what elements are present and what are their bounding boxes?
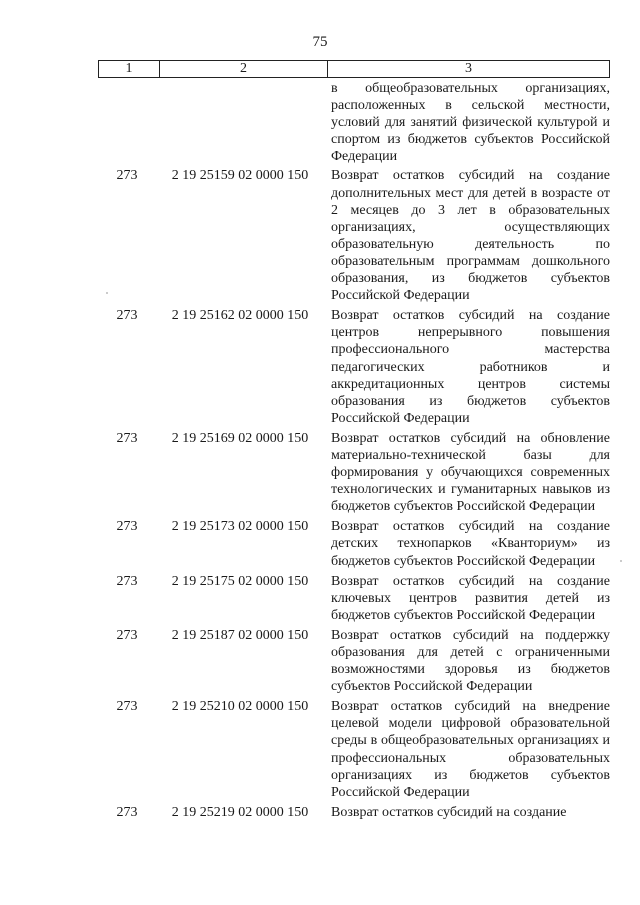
row-code: 273 [116,308,138,324]
header-col-2: 2 [240,61,247,76]
row-code: 273 [116,627,138,643]
table-row [0,167,640,304]
row-code: 273 [116,804,138,820]
row-kbk: 2 19 25175 02 0000 150 [171,573,309,589]
row-kbk: 2 19 25159 02 0000 150 [171,168,309,184]
row-description: Возврат остатков субсидий на создание дополнительных мест для детей в возрасте от 2 месяцев до 3 лет в образовательных организациях, осуществляющих образовательную деятельность по образовательным программам дошкольного образования, из бюджетов субъектов Российской Федерации [331,168,610,304]
row-code: 273 [116,699,138,715]
table-row [0,627,640,695]
row-kbk: 2 19 25173 02 0000 150 [171,519,309,535]
row-code: 273 [116,573,138,589]
row-description: Возврат остатков субсидий на обновление материально-технической базы для формирования у обучающихся современных технологических и гуманитарных навыков из бюджетов субъектов Российской Федерации [331,430,610,515]
row-kbk: 2 19 25187 02 0000 150 [171,627,309,643]
table-header [98,60,610,78]
table-row [0,430,640,515]
row-description: Возврат остатков субсидий на создание центров непрерывного повышения профессионального мастерства педагогических работников и аккредитационных центров системы образования из бюджетов субъектов Российской Федерации [331,308,610,426]
row-description: в общеобразовательных организациях, расположенных в сельской местности, условий для занятий физической культурой и спортом из бюджетов субъектов Российской Федерации [331,81,610,165]
table-body [0,80,640,824]
row-description: Возврат остатков субсидий на поддержку образования для детей с ограниченными возможностями здоровья из бюджетов субъектов Российской Федерации [331,627,610,695]
row-code: 273 [116,430,138,446]
table-row [0,804,640,821]
table-row [0,518,640,569]
row-description: Возврат остатков субсидий на создание [331,804,567,820]
row-kbk: 2 19 25210 02 0000 150 [171,699,309,715]
page-number: 75 [312,34,328,50]
table-row [0,573,640,624]
row-kbk: 2 19 25162 02 0000 150 [171,308,309,324]
row-description: Возврат остатков субсидий на создание детских технопарков «Кванториум» из бюджетов субъектов Российской Федерации [331,519,610,569]
row-code: 273 [116,168,138,184]
row-description: Возврат остатков субсидий на внедрение целевой модели цифровой образовательной среды в общеобразовательных организациях и профессиональных образовательных организациях из бюджетов субъектов Российской Федерации [331,699,610,800]
table-row [0,80,640,165]
table-row [0,307,640,427]
header-col-1: 1 [125,61,133,76]
row-kbk: 2 19 25219 02 0000 150 [171,804,309,820]
row-kbk: 2 19 25169 02 0000 150 [171,430,309,446]
row-description: Возврат остатков субсидий на создание ключевых центров развития детей из бюджетов субъектов Российской Федерации [331,573,610,623]
scan-speck [620,560,622,562]
scan-speck [106,292,108,294]
row-code: 273 [116,519,138,535]
header-col-3: 3 [465,61,472,76]
table-row [0,698,640,801]
